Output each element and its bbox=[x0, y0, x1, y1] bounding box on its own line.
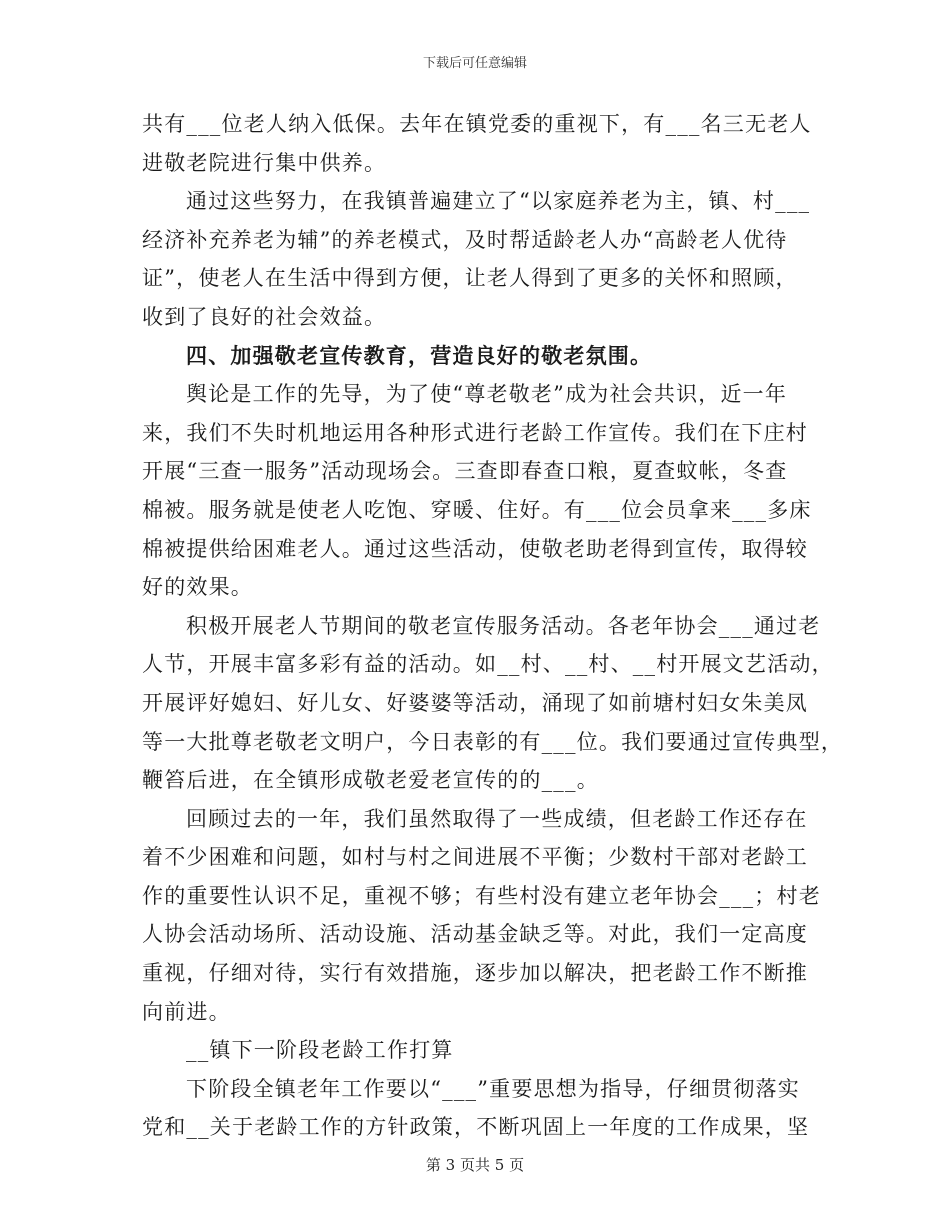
text-line: 重视，仔细对待，实行有效措施，逐步加以解决，把老龄工作不断推 bbox=[142, 961, 808, 986]
text-line: 开展“三查一服务”活动现场会。三查即春查口粮，夏查蚊帐，冬查 bbox=[142, 459, 788, 484]
text-line: 通过这些努力，在我镇普遍建立了“以家庭养老为主，镇、村___ bbox=[186, 189, 811, 214]
text-line: 共有___位老人纳入低保。去年在镇党委的重视下，有___名三无老人 bbox=[142, 112, 812, 136]
text-line: 人协会活动场所、活动设施、活动基金缺乏等。对此，我们一定高度 bbox=[142, 922, 808, 947]
text-line: 人节，开展丰富多彩有益的活动。如__村、__村、__村开展文艺活动， bbox=[142, 652, 834, 677]
text-line: 向前进。 bbox=[142, 999, 231, 1024]
text-line: __镇下一阶段老龄工作打算 bbox=[186, 1038, 454, 1063]
text-line: 棉被。服务就是使老人吃饱、穿暖、住好。有___位会员拿来___多床 bbox=[142, 497, 812, 522]
text-line: 进敬老院进行集中供养。 bbox=[142, 150, 387, 175]
text-line: 着不少困难和问题，如村与村之间进展不平衡；少数村干部对老龄工 bbox=[142, 845, 808, 870]
section-heading: 四、加强敬老宣传教育，营造良好的敬老氛围。 bbox=[186, 342, 653, 368]
text-line: 证”，使老人在生活中得到方便，让老人得到了更多的关怀和照顾， bbox=[142, 266, 798, 291]
document-body bbox=[142, 105, 844, 1147]
text-line: 经济补充养老为辅”的养老模式，及时帮适龄老人办“高龄老人优待 bbox=[142, 227, 788, 252]
text-line: 下阶段全镇老年工作要以“___”重要思想为指导，仔细贯彻落实 bbox=[186, 1076, 800, 1101]
text-line: 收到了良好的社会效益。 bbox=[142, 304, 387, 329]
text-line: 好的效果。 bbox=[142, 575, 253, 600]
text-line: 积极开展老人节期间的敬老宣传服务活动。各老年协会___通过老 bbox=[186, 613, 821, 638]
text-line: 棉被提供给困难老人。通过这些活动，使敬老助老得到宣传，取得较 bbox=[142, 536, 808, 561]
text-line: 鞭笞后进，在全镇形成敬老爱老宣传的的___。 bbox=[142, 768, 599, 793]
page-header: 下载后可任意编辑 bbox=[422, 56, 527, 71]
text-line: 来，我们不失时机地运用各种形式进行老龄工作宣传。我们在下庄村 bbox=[142, 420, 808, 445]
text-line: 等一大批尊老敬老文明户，今日表彰的有___位。我们要通过宣传典型， bbox=[142, 729, 844, 754]
text-line: 舆论是工作的先导，为了使“尊老敬老”成为社会共识，近一年 bbox=[186, 382, 788, 407]
text-line: 回顾过去的一年，我们虽然取得了一些成绩，但老龄工作还存在 bbox=[186, 806, 808, 831]
text-line: 党和__关于老龄工作的方针政策，不断巩固上一年度的工作成果，坚 bbox=[142, 1115, 810, 1140]
page-footer: 第 3 页共 5 页 bbox=[425, 1156, 525, 1174]
text-line: 开展评好媳妇、好儿女、好婆婆等活动，涌现了如前塘村妇女朱美凤 bbox=[142, 690, 808, 715]
text-line: 作的重要性认识不足，重视不够；有些村没有建立老年协会___；村老 bbox=[142, 883, 821, 908]
